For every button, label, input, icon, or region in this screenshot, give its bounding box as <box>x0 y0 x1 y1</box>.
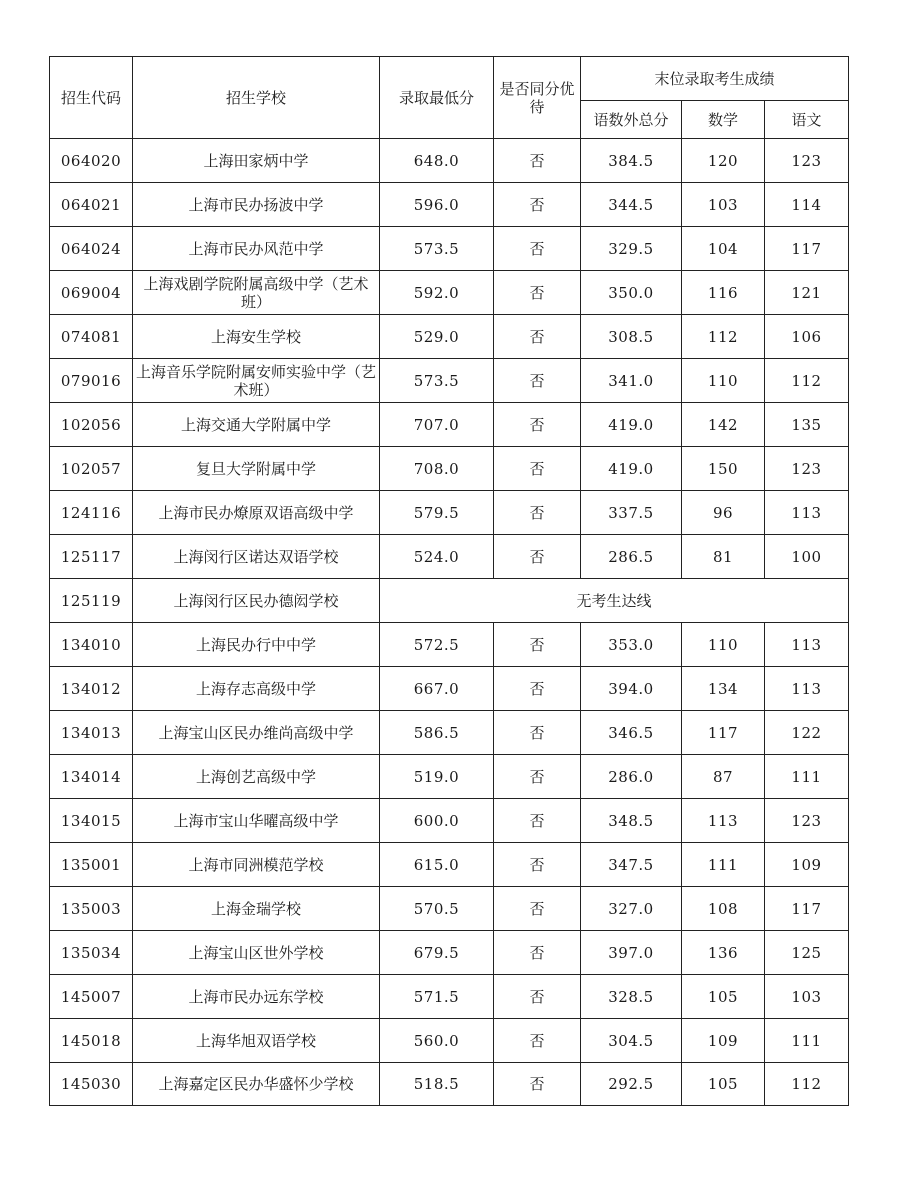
table-row <box>50 227 849 271</box>
cell-total-score: 344.5 <box>581 183 682 227</box>
table-row <box>50 579 849 623</box>
cell-chinese: 106 <box>765 315 849 359</box>
cell-school: 上海市宝山华曜高级中学 <box>133 799 380 843</box>
cell-total-score: 337.5 <box>581 491 682 535</box>
cell-min-score: 667.0 <box>380 667 494 711</box>
cell-math: 81 <box>682 535 765 579</box>
cell-code: 134010 <box>50 623 133 667</box>
cell-math: 136 <box>682 931 765 975</box>
cell-code: 135003 <box>50 887 133 931</box>
cell-chinese: 111 <box>765 755 849 799</box>
cell-tie-priority: 否 <box>494 975 581 1019</box>
cell-chinese: 123 <box>765 447 849 491</box>
cell-total-score: 292.5 <box>581 1063 682 1106</box>
cell-school: 上海音乐学院附属安师实验中学（艺术班） <box>133 359 380 403</box>
cell-code: 125119 <box>50 579 133 623</box>
cell-math: 111 <box>682 843 765 887</box>
cell-math: 120 <box>682 139 765 183</box>
cell-school: 上海戏剧学院附属高级中学（艺术班） <box>133 271 380 315</box>
cell-chinese: 100 <box>765 535 849 579</box>
cell-chinese: 113 <box>765 491 849 535</box>
cell-min-score: 572.5 <box>380 623 494 667</box>
cell-total-score: 346.5 <box>581 711 682 755</box>
cell-total-score: 347.5 <box>581 843 682 887</box>
cell-code: 125117 <box>50 535 133 579</box>
cell-chinese: 109 <box>765 843 849 887</box>
cell-math: 116 <box>682 271 765 315</box>
cell-chinese: 112 <box>765 1063 849 1106</box>
cell-school: 上海华旭双语学校 <box>133 1019 380 1063</box>
cell-min-score: 596.0 <box>380 183 494 227</box>
table-row <box>50 447 849 491</box>
cell-school: 上海宝山区民办维尚高级中学 <box>133 711 380 755</box>
table-row <box>50 667 849 711</box>
cell-tie-priority: 否 <box>494 535 581 579</box>
table-row <box>50 535 849 579</box>
header-tie-priority: 是否同分优待 <box>494 57 581 139</box>
cell-school: 上海市民办燎原双语高级中学 <box>133 491 380 535</box>
cell-total-score: 286.0 <box>581 755 682 799</box>
cell-math: 150 <box>682 447 765 491</box>
cell-total-score: 419.0 <box>581 447 682 491</box>
table-row <box>50 931 849 975</box>
cell-math: 110 <box>682 623 765 667</box>
cell-chinese: 114 <box>765 183 849 227</box>
cell-school: 复旦大学附属中学 <box>133 447 380 491</box>
cell-tie-priority: 否 <box>494 315 581 359</box>
table-row <box>50 271 849 315</box>
cell-school: 上海闵行区诺达双语学校 <box>133 535 380 579</box>
cell-chinese: 125 <box>765 931 849 975</box>
cell-min-score: 615.0 <box>380 843 494 887</box>
cell-school: 上海交通大学附属中学 <box>133 403 380 447</box>
cell-chinese: 113 <box>765 667 849 711</box>
header-math: 数学 <box>682 101 765 139</box>
cell-math: 142 <box>682 403 765 447</box>
cell-total-score: 397.0 <box>581 931 682 975</box>
cell-math: 103 <box>682 183 765 227</box>
cell-code: 135034 <box>50 931 133 975</box>
cell-total-score: 419.0 <box>581 403 682 447</box>
cell-school: 上海市同洲模范学校 <box>133 843 380 887</box>
cell-code: 135001 <box>50 843 133 887</box>
cell-math: 108 <box>682 887 765 931</box>
header-school: 招生学校 <box>133 57 380 139</box>
cell-school: 上海嘉定区民办华盛怀少学校 <box>133 1063 380 1106</box>
table-row <box>50 1019 849 1063</box>
cell-tie-priority: 否 <box>494 447 581 491</box>
cell-tie-priority: 否 <box>494 183 581 227</box>
cell-math: 110 <box>682 359 765 403</box>
table-row <box>50 755 849 799</box>
cell-school: 上海市民办风范中学 <box>133 227 380 271</box>
cell-code: 102056 <box>50 403 133 447</box>
cell-total-score: 304.5 <box>581 1019 682 1063</box>
cell-tie-priority: 否 <box>494 799 581 843</box>
cell-min-score: 529.0 <box>380 315 494 359</box>
cell-chinese: 113 <box>765 623 849 667</box>
cell-min-score: 573.5 <box>380 359 494 403</box>
table-row <box>50 183 849 227</box>
cell-school: 上海市民办扬波中学 <box>133 183 380 227</box>
cell-min-score: 600.0 <box>380 799 494 843</box>
cell-tie-priority: 否 <box>494 227 581 271</box>
header-code: 招生代码 <box>50 57 133 139</box>
cell-chinese: 112 <box>765 359 849 403</box>
cell-tie-priority: 否 <box>494 139 581 183</box>
cell-tie-priority: 否 <box>494 359 581 403</box>
cell-chinese: 121 <box>765 271 849 315</box>
cell-code: 134012 <box>50 667 133 711</box>
cell-code: 124116 <box>50 491 133 535</box>
cell-total-score: 394.0 <box>581 667 682 711</box>
cell-school: 上海市民办远东学校 <box>133 975 380 1019</box>
table-row <box>50 623 849 667</box>
cell-math: 134 <box>682 667 765 711</box>
cell-tie-priority: 否 <box>494 623 581 667</box>
cell-code: 145007 <box>50 975 133 1019</box>
cell-tie-priority: 否 <box>494 755 581 799</box>
cell-chinese: 122 <box>765 711 849 755</box>
cell-tie-priority: 否 <box>494 931 581 975</box>
cell-school: 上海田家炳中学 <box>133 139 380 183</box>
cell-code: 079016 <box>50 359 133 403</box>
cell-min-score: 586.5 <box>380 711 494 755</box>
cell-min-score: 560.0 <box>380 1019 494 1063</box>
cell-min-score: 679.5 <box>380 931 494 975</box>
cell-code: 134014 <box>50 755 133 799</box>
table-row <box>50 359 849 403</box>
cell-chinese: 123 <box>765 799 849 843</box>
cell-math: 109 <box>682 1019 765 1063</box>
cell-code: 074081 <box>50 315 133 359</box>
cell-math: 87 <box>682 755 765 799</box>
cell-tie-priority: 否 <box>494 843 581 887</box>
cell-school: 上海存志高级中学 <box>133 667 380 711</box>
cell-min-score: 648.0 <box>380 139 494 183</box>
cell-total-score: 286.5 <box>581 535 682 579</box>
cell-chinese: 117 <box>765 227 849 271</box>
header-chinese: 语文 <box>765 101 849 139</box>
cell-code: 145030 <box>50 1063 133 1106</box>
table-row <box>50 403 849 447</box>
cell-tie-priority: 否 <box>494 403 581 447</box>
cell-total-score: 328.5 <box>581 975 682 1019</box>
table-row <box>50 711 849 755</box>
header-total-score: 语数外总分 <box>581 101 682 139</box>
cell-min-score: 570.5 <box>380 887 494 931</box>
cell-min-score: 707.0 <box>380 403 494 447</box>
cell-code: 134015 <box>50 799 133 843</box>
cell-no-candidate-note: 无考生达线 <box>380 579 849 623</box>
cell-code: 069004 <box>50 271 133 315</box>
header-min-score: 录取最低分 <box>380 57 494 139</box>
cell-min-score: 571.5 <box>380 975 494 1019</box>
cell-math: 96 <box>682 491 765 535</box>
cell-tie-priority: 否 <box>494 887 581 931</box>
cell-school: 上海安生学校 <box>133 315 380 359</box>
cell-math: 104 <box>682 227 765 271</box>
cell-min-score: 573.5 <box>380 227 494 271</box>
cell-code: 134013 <box>50 711 133 755</box>
cell-total-score: 327.0 <box>581 887 682 931</box>
table-row <box>50 843 849 887</box>
cell-code: 064024 <box>50 227 133 271</box>
cell-tie-priority: 否 <box>494 491 581 535</box>
table-row <box>50 315 849 359</box>
cell-chinese: 103 <box>765 975 849 1019</box>
cell-math: 117 <box>682 711 765 755</box>
table-row <box>50 139 849 183</box>
table-row <box>50 1063 849 1106</box>
table-body <box>50 139 849 1106</box>
cell-code: 145018 <box>50 1019 133 1063</box>
table-row <box>50 491 849 535</box>
cell-total-score: 348.5 <box>581 799 682 843</box>
cell-total-score: 341.0 <box>581 359 682 403</box>
table-row <box>50 799 849 843</box>
cell-total-score: 353.0 <box>581 623 682 667</box>
cell-math: 105 <box>682 1063 765 1106</box>
cell-chinese: 111 <box>765 1019 849 1063</box>
header-last-admitted-scores: 末位录取考生成绩 <box>581 57 849 101</box>
cell-total-score: 350.0 <box>581 271 682 315</box>
cell-school: 上海闵行区民办德闳学校 <box>133 579 380 623</box>
cell-min-score: 518.5 <box>380 1063 494 1106</box>
cell-min-score: 579.5 <box>380 491 494 535</box>
cell-total-score: 384.5 <box>581 139 682 183</box>
cell-min-score: 592.0 <box>380 271 494 315</box>
cell-chinese: 135 <box>765 403 849 447</box>
cell-school: 上海金瑞学校 <box>133 887 380 931</box>
cell-total-score: 308.5 <box>581 315 682 359</box>
table-header <box>50 57 849 139</box>
cell-math: 112 <box>682 315 765 359</box>
cell-math: 105 <box>682 975 765 1019</box>
cell-total-score: 329.5 <box>581 227 682 271</box>
cell-code: 064020 <box>50 139 133 183</box>
cell-school: 上海民办行中中学 <box>133 623 380 667</box>
cell-tie-priority: 否 <box>494 1019 581 1063</box>
admission-table <box>49 56 849 1106</box>
cell-min-score: 708.0 <box>380 447 494 491</box>
cell-school: 上海宝山区世外学校 <box>133 931 380 975</box>
table-row <box>50 887 849 931</box>
cell-min-score: 524.0 <box>380 535 494 579</box>
cell-math: 113 <box>682 799 765 843</box>
cell-school: 上海创艺高级中学 <box>133 755 380 799</box>
cell-chinese: 117 <box>765 887 849 931</box>
cell-code: 064021 <box>50 183 133 227</box>
cell-code: 102057 <box>50 447 133 491</box>
table-row <box>50 975 849 1019</box>
cell-tie-priority: 否 <box>494 271 581 315</box>
cell-tie-priority: 否 <box>494 711 581 755</box>
cell-min-score: 519.0 <box>380 755 494 799</box>
cell-chinese: 123 <box>765 139 849 183</box>
cell-tie-priority: 否 <box>494 667 581 711</box>
cell-tie-priority: 否 <box>494 1063 581 1106</box>
